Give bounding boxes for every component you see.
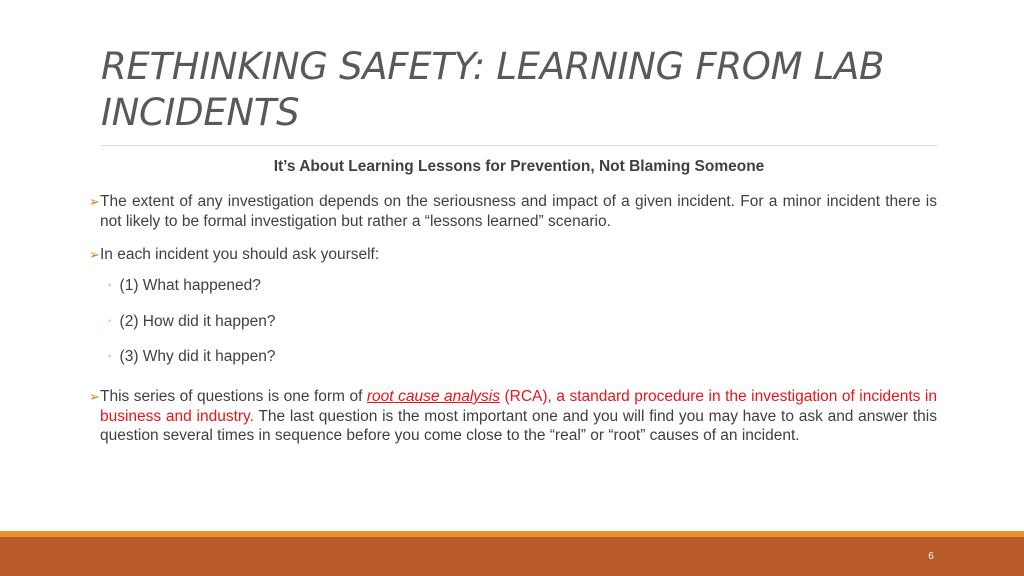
bullet-root-cause-analysis: [89, 387, 938, 446]
title-divider: [101, 145, 937, 146]
sub-item-text: (1) What happened?: [119, 277, 261, 294]
slide-subtitle: It’s About Learning Lessons for Prevention, Not Blaming Someone: [273, 158, 765, 175]
footer-bar: [0, 537, 1024, 576]
sub-item-text: (3) Why did it happen?: [119, 348, 276, 365]
bullet-investigation-extent: [89, 192, 937, 231]
arrow-bullet-icon: ➢: [89, 389, 100, 404]
sub-item-what: [108, 276, 261, 298]
root-cause-analysis-link[interactable]: root cause analysis: [366, 388, 500, 405]
bullet-text-lead: This series of questions is one form of: [100, 388, 367, 405]
ring-bullet-icon: ◦: [108, 280, 112, 291]
arrow-bullet-icon: ➢: [89, 194, 100, 209]
bullet-text: In each incident you should ask yourself:: [100, 246, 380, 263]
sub-item-how: [108, 312, 276, 334]
bullet-text: The extent of any investigation depends on the seriousness and impact of a given incident. For a minor incident there is not likely to be formal investigation but rather a “lessons learned” scenario.: [100, 193, 937, 230]
sub-item-why: [108, 347, 276, 369]
ring-bullet-icon: ◦: [108, 351, 112, 362]
ring-bullet-icon: ◦: [108, 316, 112, 327]
bullet-ask-yourself: [89, 245, 937, 265]
arrow-bullet-icon: ➢: [89, 247, 100, 262]
page-number: 6: [928, 551, 934, 562]
highlighted-text: (RCA), a standard procedure in the investigation of incidents in business and industry.: [100, 388, 937, 425]
slide-title: RETHINKING SAFETY: LEARNING FROM LAB INCIDENTS: [101, 45, 885, 134]
sub-item-text: (2) How did it happen?: [119, 313, 276, 330]
bullet-text-rest: The last question is the most important one and you will find you may have to ask and answer this question several times in sequence before you come close to the “real” or “root” causes of an incident.: [100, 407, 938, 444]
